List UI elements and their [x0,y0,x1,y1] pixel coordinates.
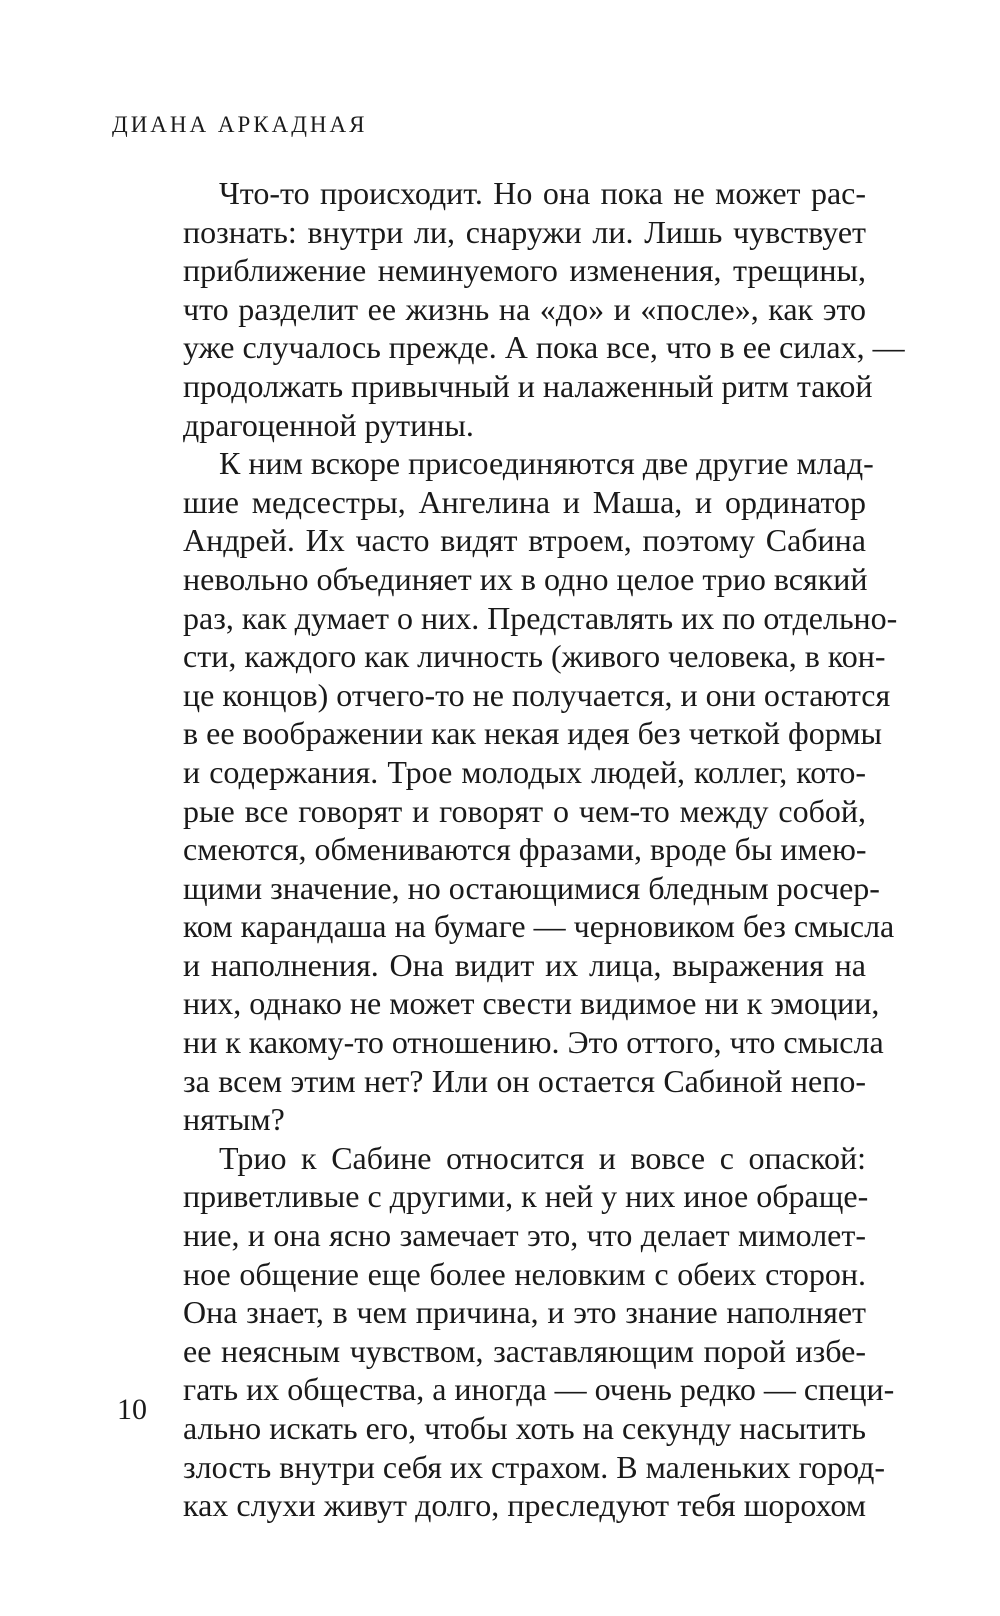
text-line: ное общение еще более неловким с обеих сторон. [183,1255,866,1292]
text-line: раз, как думает о них. Представлять их по отдельно- [183,599,898,636]
text-line: ках слухи живут долго, преследуют тебя шорохом [183,1487,866,1524]
text-line: К ним вскоре присоединяются две другие млад- [219,445,874,482]
text-line: нятым? [183,1101,285,1138]
text-line: продолжать привычный и налаженный ритм такой [183,367,873,404]
text-line: щими значение, но остающимися бледным росчер- [183,869,880,906]
text-line: драгоценной рутины. [183,406,474,443]
text-line: приближение неминуемого изменения, трещины, [183,252,866,289]
text-line: сти, каждого как личность (живого человека, в кон- [183,638,886,675]
text-line: смеются, обмениваются фразами, вроде бы имею- [183,831,867,868]
page-number: 10 [117,1393,147,1426]
text-line: за всем этим нет? Или он остается Сабиной непо- [183,1062,866,1099]
running-head: ДИАНА АРКАДНАЯ [112,112,368,137]
text-line: Андрей. Их часто видят втроем, поэтому Сабина [183,522,866,559]
text-line: гать их общества, а иногда — очень редко — специ- [183,1371,895,1408]
text-line: и наполнения. Она видит их лица, выражения на [183,946,866,983]
text-line: что разделит ее жизнь на «до» и «после», как это [183,290,866,327]
text-line: и содержания. Трое молодых людей, коллег, кото- [183,753,866,790]
text-line: невольно объединяет их в одно целое трио всякий [183,560,868,597]
text-line: приветливые с другими, к ней у них иное обраще- [183,1178,869,1215]
text-line: шие медсестры, Ангелина и Маша, и ординатор [183,483,866,520]
text-line: Трио к Сабине относится и вовсе с опаской: [219,1139,866,1176]
text-line: познать: внутри ли, снаружи ли. Лишь чувствует [183,213,866,250]
text-line: ально искать его, чтобы хоть на секунду насытить [183,1410,866,1446]
text-line: ее неясным чувством, заставляющим порой избе- [183,1332,866,1369]
text-line: Она знает, в чем причина, и это знание наполняет [183,1294,866,1331]
text-line: це концов) отчего-то не получается, и они остаются [183,676,891,713]
text-line: ком карандаша на бумаге — черновиком без смысла [183,908,895,945]
text-line: в ее воображении как некая идея без четкой формы [183,715,883,752]
body-text [183,174,905,1525]
text-line: рые все говорят и говорят о чем-то между собой, [183,792,866,829]
text-line: злость внутри себя их страхом. В маленьких город- [183,1448,886,1485]
text-line: них, однако не может свести видимое ни к эмоции, [183,985,880,1022]
text-line: Что-то происходит. Но она пока не может рас- [219,175,866,211]
text-line: ни к какому-то отношению. Это оттого, что смысла [183,1024,884,1061]
text-line: ние, и она ясно замечает это, что делает мимолет- [183,1217,866,1254]
text-line: уже случалось прежде. А пока все, что в ее силах, — [183,329,905,366]
